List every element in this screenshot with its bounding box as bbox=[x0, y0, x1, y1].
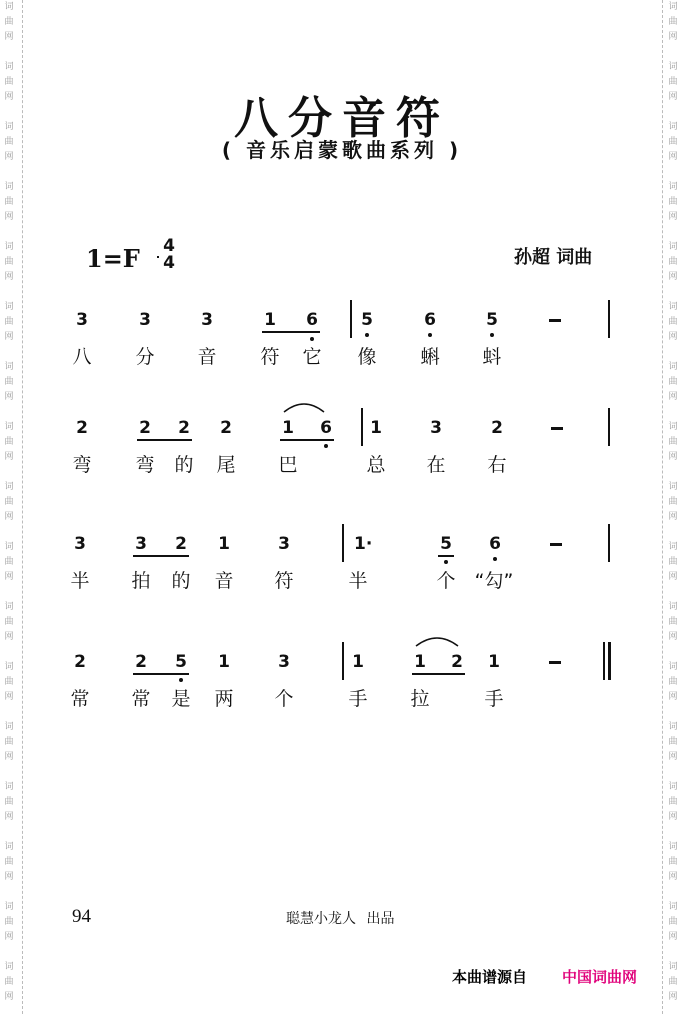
note: 5 bbox=[361, 310, 373, 330]
watermark-glyph: 曲 bbox=[668, 437, 678, 447]
eighth-beam bbox=[412, 673, 465, 675]
watermark-glyph-group bbox=[667, 720, 679, 765]
watermark-glyph: 网 bbox=[4, 332, 14, 342]
note: 2 bbox=[175, 534, 187, 554]
watermark-glyph-group bbox=[3, 180, 15, 225]
hold-dash bbox=[549, 319, 561, 322]
watermark-glyph: 网 bbox=[4, 392, 14, 402]
watermark-glyph: 曲 bbox=[4, 797, 14, 807]
watermark-glyph: 曲 bbox=[668, 977, 678, 987]
watermark-glyph: 曲 bbox=[668, 797, 678, 807]
note: 3 bbox=[74, 534, 86, 554]
bar-line bbox=[608, 300, 610, 338]
watermark-glyph: 网 bbox=[4, 692, 14, 702]
watermark-glyph: 网 bbox=[4, 992, 14, 1002]
watermark-glyph: 词 bbox=[668, 182, 678, 192]
hold-dash bbox=[549, 661, 561, 664]
watermark-glyph: 曲 bbox=[4, 437, 14, 447]
watermark-glyph: 曲 bbox=[668, 677, 678, 687]
lyric: 音 bbox=[197, 346, 217, 368]
watermark-glyph: 曲 bbox=[4, 737, 14, 747]
watermark-glyph: 网 bbox=[668, 872, 678, 882]
watermark-glyph: 网 bbox=[4, 512, 14, 522]
watermark-glyph: 词 bbox=[4, 722, 14, 732]
watermark-glyph: 词 bbox=[668, 602, 678, 612]
watermark-glyph: 词 bbox=[4, 962, 14, 972]
watermark-glyph: 词 bbox=[4, 242, 14, 252]
watermark-glyph: 曲 bbox=[668, 17, 678, 27]
note: 1 bbox=[414, 652, 426, 672]
watermark-glyph: 词 bbox=[668, 842, 678, 852]
watermark-glyph: 词 bbox=[668, 722, 678, 732]
watermark-glyph: 词 bbox=[668, 482, 678, 492]
bar-line bbox=[608, 524, 610, 562]
note: 2 bbox=[76, 418, 88, 438]
watermark-glyph: 词 bbox=[4, 842, 14, 852]
source-label: 本曲谱源自 bbox=[452, 968, 528, 986]
lyric: 巴 bbox=[278, 454, 298, 476]
watermark-glyph: 曲 bbox=[668, 317, 678, 327]
watermark-glyph: 曲 bbox=[4, 497, 14, 507]
note: 2 bbox=[451, 652, 463, 672]
watermark-glyph: 网 bbox=[4, 452, 14, 462]
note: 3 bbox=[76, 310, 88, 330]
slur bbox=[414, 634, 460, 648]
lyric: 像 bbox=[357, 346, 377, 368]
watermark-glyph: 曲 bbox=[668, 197, 678, 207]
lyric: 总 bbox=[366, 454, 386, 476]
eighth-beam bbox=[137, 439, 192, 441]
song-subtitle: ( 音乐启蒙歌曲系列 ) bbox=[221, 138, 463, 162]
lyric: 弯 bbox=[72, 454, 92, 476]
watermark-glyph: 曲 bbox=[4, 77, 14, 87]
key-signature: 1=F bbox=[86, 244, 140, 273]
watermark-glyph: 词 bbox=[4, 122, 14, 132]
hold-dash bbox=[551, 427, 563, 430]
watermark-glyph: 词 bbox=[668, 902, 678, 912]
note: 3 bbox=[135, 534, 147, 554]
watermark-glyph: 词 bbox=[4, 482, 14, 492]
watermark-glyph: 词 bbox=[4, 422, 14, 432]
watermark-glyph: 曲 bbox=[668, 377, 678, 387]
watermark-glyph: 曲 bbox=[4, 677, 14, 687]
watermark-glyph: 曲 bbox=[668, 557, 678, 567]
watermark-glyph-group bbox=[3, 840, 15, 885]
watermark-glyph: 曲 bbox=[668, 617, 678, 627]
watermark-glyph: 网 bbox=[668, 212, 678, 222]
watermark-glyph: 词 bbox=[668, 542, 678, 552]
song-title: 八分音符 bbox=[234, 93, 450, 144]
watermark-glyph: 曲 bbox=[4, 557, 14, 567]
watermark-glyph-group bbox=[3, 0, 15, 45]
lyric: 八 bbox=[72, 346, 92, 368]
watermark-glyph-group bbox=[3, 300, 15, 345]
final-bar-thick bbox=[608, 642, 611, 680]
low-octave-dot bbox=[490, 333, 494, 337]
watermark-glyph: 曲 bbox=[668, 917, 678, 927]
note: 2 bbox=[178, 418, 190, 438]
watermark-glyph: 网 bbox=[668, 32, 678, 42]
watermark-glyph: 词 bbox=[668, 962, 678, 972]
note: 2 bbox=[74, 652, 86, 672]
watermark-glyph: 网 bbox=[668, 512, 678, 522]
watermark-glyph-group bbox=[3, 720, 15, 765]
watermark-glyph: 网 bbox=[4, 32, 14, 42]
lyric: 蚪 bbox=[482, 346, 502, 368]
watermark-glyph: 词 bbox=[668, 242, 678, 252]
watermark-glyph: 词 bbox=[4, 302, 14, 312]
watermark-glyph-group bbox=[667, 240, 679, 285]
watermark-glyph-group bbox=[3, 960, 15, 1005]
watermark-glyph: 曲 bbox=[668, 257, 678, 267]
watermark-glyph-group bbox=[667, 420, 679, 465]
watermark-glyph-group bbox=[667, 480, 679, 525]
low-octave-dot bbox=[310, 337, 314, 341]
watermark-glyph: 词 bbox=[668, 422, 678, 432]
note: 2 bbox=[135, 652, 147, 672]
watermark-glyph: 网 bbox=[4, 632, 14, 642]
low-octave-dot bbox=[365, 333, 369, 337]
note: 2 bbox=[491, 418, 503, 438]
note: 3 bbox=[201, 310, 213, 330]
watermark-glyph: 曲 bbox=[4, 977, 14, 987]
time-signature-top: 4 bbox=[163, 236, 175, 256]
watermark-glyph: 曲 bbox=[4, 137, 14, 147]
watermark-glyph: 网 bbox=[4, 932, 14, 942]
watermark-glyph: 曲 bbox=[4, 257, 14, 267]
eighth-beam bbox=[438, 555, 454, 557]
watermark-glyph: 曲 bbox=[4, 197, 14, 207]
note: 1 bbox=[282, 418, 294, 438]
watermark-glyph-group bbox=[667, 360, 679, 405]
lyric: 分 bbox=[135, 346, 155, 368]
note: 1 bbox=[218, 534, 230, 554]
note: 3 bbox=[430, 418, 442, 438]
hold-dash bbox=[550, 543, 562, 546]
watermark-glyph: 网 bbox=[668, 692, 678, 702]
note: 6 bbox=[424, 310, 436, 330]
watermark-glyph-group bbox=[667, 780, 679, 825]
slur bbox=[282, 400, 326, 414]
eighth-beam bbox=[280, 439, 334, 441]
watermark-glyph-group bbox=[667, 660, 679, 705]
time-signature-bottom: 4 bbox=[163, 253, 175, 273]
watermark-glyph: 曲 bbox=[4, 317, 14, 327]
watermark-glyph: 词 bbox=[668, 782, 678, 792]
watermark-glyph: 网 bbox=[668, 992, 678, 1002]
watermark-glyph: 网 bbox=[4, 572, 14, 582]
watermark-glyph-group bbox=[3, 480, 15, 525]
note: 1 bbox=[370, 418, 382, 438]
lyric: 音 bbox=[214, 570, 234, 592]
watermark-glyph: 词 bbox=[4, 542, 14, 552]
note: 6 bbox=[306, 310, 318, 330]
lyric: 符 bbox=[260, 346, 280, 368]
lyric: 个 bbox=[436, 570, 456, 592]
watermark-glyph: 曲 bbox=[4, 617, 14, 627]
watermark-glyph: 网 bbox=[668, 932, 678, 942]
watermark-glyph: 网 bbox=[668, 752, 678, 762]
lyric: 常 bbox=[70, 688, 90, 710]
watermark-glyph: 曲 bbox=[668, 857, 678, 867]
note: 5 bbox=[486, 310, 498, 330]
watermark-glyph-group bbox=[3, 900, 15, 945]
watermark-glyph-group bbox=[3, 360, 15, 405]
lyric: 拉 bbox=[410, 688, 430, 710]
watermark-glyph: 词 bbox=[668, 662, 678, 672]
source-site-link[interactable]: 中国词曲网 bbox=[562, 968, 638, 986]
lyric: 拍 bbox=[131, 570, 151, 592]
page-number: 94 bbox=[72, 906, 91, 927]
watermark-glyph-group bbox=[667, 840, 679, 885]
lyric: “勾” bbox=[474, 570, 514, 592]
watermark-glyph: 词 bbox=[668, 302, 678, 312]
bar-line bbox=[608, 408, 610, 446]
watermark-glyph: 词 bbox=[668, 62, 678, 72]
watermark-glyph: 词 bbox=[4, 902, 14, 912]
watermark-glyph: 词 bbox=[4, 62, 14, 72]
watermark-glyph: 曲 bbox=[668, 737, 678, 747]
watermark-glyph: 曲 bbox=[4, 917, 14, 927]
bar-line bbox=[350, 300, 352, 338]
watermark-glyph-group bbox=[667, 540, 679, 585]
final-bar-thin bbox=[603, 642, 605, 680]
watermark-glyph: 网 bbox=[668, 92, 678, 102]
watermark-glyph-group bbox=[667, 960, 679, 1005]
watermark-glyph: 曲 bbox=[668, 497, 678, 507]
lyric: 它 bbox=[302, 346, 322, 368]
watermark-glyph: 网 bbox=[4, 812, 14, 822]
composer-credit: 孙超 词曲 bbox=[514, 247, 593, 268]
lyric: 尾 bbox=[216, 454, 236, 476]
note: 3 bbox=[139, 310, 151, 330]
low-octave-dot bbox=[493, 557, 497, 561]
watermark-glyph: 网 bbox=[4, 872, 14, 882]
watermark-glyph-group bbox=[3, 780, 15, 825]
watermark-glyph: 词 bbox=[668, 122, 678, 132]
watermark-glyph: 网 bbox=[4, 212, 14, 222]
note: 1 bbox=[488, 652, 500, 672]
watermark-glyph-group bbox=[667, 0, 679, 45]
watermark-glyph: 网 bbox=[4, 92, 14, 102]
lyric: 个 bbox=[274, 688, 294, 710]
watermark-glyph-group bbox=[667, 900, 679, 945]
note: 1 bbox=[218, 652, 230, 672]
watermark-glyph: 曲 bbox=[4, 17, 14, 27]
note: 5 bbox=[440, 534, 452, 554]
lyric: 的 bbox=[171, 570, 191, 592]
lyric: 是 bbox=[171, 688, 191, 710]
note: 1 bbox=[264, 310, 276, 330]
lyric: 手 bbox=[484, 688, 504, 710]
watermark-glyph: 网 bbox=[668, 272, 678, 282]
lyric: 蝌 bbox=[420, 346, 440, 368]
watermark-glyph: 曲 bbox=[4, 377, 14, 387]
low-octave-dot bbox=[428, 333, 432, 337]
watermark-glyph: 词 bbox=[4, 182, 14, 192]
watermark-glyph-group bbox=[3, 660, 15, 705]
note: 3 bbox=[278, 534, 290, 554]
eighth-beam bbox=[133, 673, 189, 675]
watermark-glyph: 网 bbox=[4, 752, 14, 762]
watermark-glyph: 网 bbox=[668, 332, 678, 342]
low-octave-dot bbox=[444, 560, 448, 564]
bar-line bbox=[361, 408, 363, 446]
lyric: 半 bbox=[70, 570, 90, 592]
low-octave-dot bbox=[324, 444, 328, 448]
lyric: 在 bbox=[426, 454, 446, 476]
watermark-glyph-group bbox=[3, 240, 15, 285]
watermark-glyph: 曲 bbox=[668, 77, 678, 87]
lyric: 半 bbox=[348, 570, 368, 592]
watermark-glyph: 网 bbox=[668, 152, 678, 162]
lyric: 右 bbox=[487, 454, 507, 476]
watermark-glyph: 网 bbox=[668, 572, 678, 582]
low-octave-dot bbox=[179, 678, 183, 682]
watermark-glyph: 曲 bbox=[4, 857, 14, 867]
watermark-glyph: 词 bbox=[668, 2, 678, 12]
lyric: 两 bbox=[214, 688, 234, 710]
eighth-beam bbox=[262, 331, 320, 333]
watermark-glyph: 网 bbox=[668, 392, 678, 402]
publisher-credit: 聪慧小龙人 出品 bbox=[286, 912, 395, 927]
lyric: 的 bbox=[174, 454, 194, 476]
note: 5 bbox=[175, 652, 187, 672]
watermark-glyph-group bbox=[3, 540, 15, 585]
note: 6 bbox=[489, 534, 501, 554]
note: 1 bbox=[352, 652, 364, 672]
note: 3 bbox=[278, 652, 290, 672]
watermark-glyph: 词 bbox=[4, 662, 14, 672]
watermark-glyph: 曲 bbox=[668, 137, 678, 147]
bar-line bbox=[342, 642, 344, 680]
watermark-glyph: 词 bbox=[668, 362, 678, 372]
watermark-glyph: 网 bbox=[668, 812, 678, 822]
watermark-glyph: 词 bbox=[4, 782, 14, 792]
watermark-glyph-group bbox=[667, 180, 679, 225]
watermark-glyph: 词 bbox=[4, 602, 14, 612]
note: 2 bbox=[220, 418, 232, 438]
time-signature-line bbox=[157, 256, 159, 258]
time-signature bbox=[157, 238, 181, 272]
watermark-glyph: 词 bbox=[4, 2, 14, 12]
watermark-glyph: 网 bbox=[4, 152, 14, 162]
lyric: 符 bbox=[274, 570, 294, 592]
bar-line bbox=[342, 524, 344, 562]
watermark-glyph: 网 bbox=[668, 632, 678, 642]
watermark-glyph: 网 bbox=[668, 452, 678, 462]
watermark-glyph-group bbox=[667, 600, 679, 645]
watermark-glyph-group bbox=[667, 300, 679, 345]
watermark-glyph: 网 bbox=[4, 272, 14, 282]
watermark-glyph-group bbox=[3, 600, 15, 645]
watermark-glyph-group bbox=[3, 420, 15, 465]
note: 1· bbox=[354, 534, 373, 554]
note: 2 bbox=[139, 418, 151, 438]
lyric: 弯 bbox=[135, 454, 155, 476]
lyric: 常 bbox=[131, 688, 151, 710]
note: 6 bbox=[320, 418, 332, 438]
eighth-beam bbox=[133, 555, 189, 557]
lyric: 手 bbox=[348, 688, 368, 710]
watermark-glyph: 词 bbox=[4, 362, 14, 372]
